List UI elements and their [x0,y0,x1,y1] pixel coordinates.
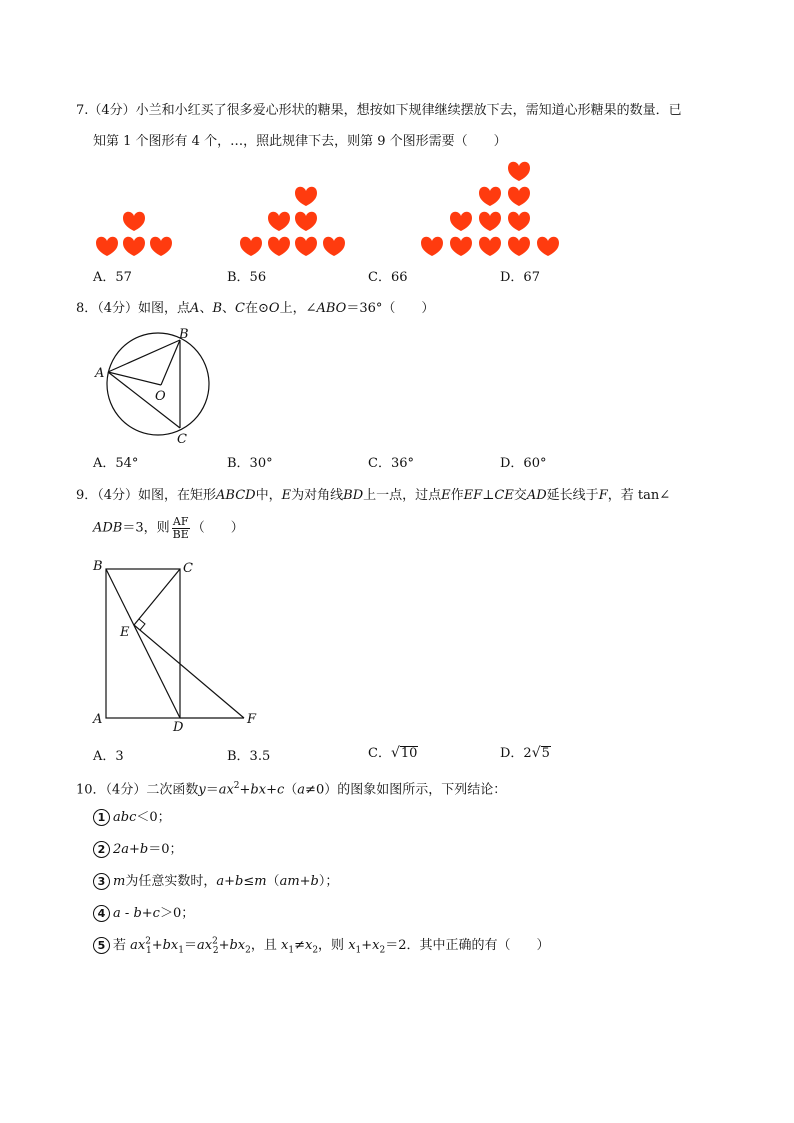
q9-right-angle-mark [139,619,145,630]
heart-candy-icon [295,237,317,256]
heart-candy-icon [508,162,530,181]
q8-option-b[interactable]: B．30° [227,456,273,471]
q10-stem: 10．（4分）二次函数$y=ax^2+bx+c(a\ne 0)$的图象如图所示，下列结论： [76,781,507,798]
q10-conclusion-1: 1 abc＜0； [93,809,171,826]
heart-candy-icon [479,237,501,256]
q9-option-a[interactable]: A．3 [93,749,124,764]
q9-label-e: E [120,625,130,640]
q9-label-b: B [93,559,103,574]
q9-diagonal-bd [106,569,180,718]
q10-conclusion-2: 2 2a+b＝0； [93,841,183,858]
q9-option-b[interactable]: B．3.5 [227,749,271,764]
heart-candy-icon [123,237,145,256]
heart-candy-icon [450,237,472,256]
heart-candy-icon [508,187,530,206]
q9-label-f: F [247,712,257,727]
q7-option-d[interactable]: D．67 [500,270,540,285]
q8-stem: 8．（4分）如图，点A、B、C在⊙O上，∠ABO＝36°（ ） [76,301,435,316]
heart-candy-icon [123,212,145,231]
q9-stem-line1: 9．（4分）如图，在矩形ABCD中，E为对角线BD上一点，过点E作EF⊥CE交AD延长线于F，若 tan∠ [76,488,671,503]
heart-candy-icon [268,237,290,256]
heart-candy-icon [323,237,345,256]
heart-candy-icon [268,212,290,231]
q7-option-b[interactable]: B．56 [227,270,267,285]
heart-candy-icon [479,212,501,231]
q7-option-a[interactable]: A．57 [93,270,132,285]
heart-candy-icon [295,212,317,231]
q7-stem-line1: 7.（4分）小兰和小红买了很多爱心形状的糖果，想按如下规律继续摆放下去，需知道心形糖果的数量．已 [76,103,682,118]
q9-segment-ce [134,569,180,625]
q9-segment-ef [134,625,244,718]
heart-candy-icon [421,237,443,256]
q10-conclusion-4: 4 a - b+c＞0； [93,905,194,922]
q9-rectangle-figure [88,555,268,735]
q9-label-a: A [93,712,103,727]
heart-candy-icon [150,237,172,256]
heart-candy-icon [240,237,262,256]
q7-hearts-figure [90,155,570,263]
q8-label-o: O [155,389,166,404]
heart-candy-icon [508,212,530,231]
q8-label-b: B [179,327,189,342]
heart-candy-icon [537,237,559,256]
q9-stem-line2: ADB＝3，则 $\frac{AF}{BE}$ （ ） [93,515,244,541]
heart-candy-icon [96,237,118,256]
q7-hearts [96,162,559,256]
q9-fraction: $\frac{AF}{BE}$ [172,515,189,541]
q8-option-a[interactable]: A．54° [93,456,139,471]
heart-candy-icon [508,237,530,256]
q9-label-d: D [173,720,184,735]
heart-candy-icon [295,187,317,206]
q10-conclusion-5: 5 若 $ax^2_1+bx_1=ax^2_2+bx_2$，且 $x_1\ne x_2$，则 $x_1+x_2=2$．其中正确的有（ ） [93,937,550,956]
heart-candy-icon [450,212,472,231]
q8-circle-figure [88,322,228,448]
q7-option-c[interactable]: C．66 [368,270,408,285]
q8-label-a: A [95,366,105,381]
q7-stem-line2: 知第 1 个图形有 4 个，…，照此规律下去，则第 9 个图形需要（ ） [93,134,507,149]
q9-option-d[interactable]: D．2√5 [500,745,550,761]
q8-option-d[interactable]: D．60° [500,456,547,471]
q9-label-c: C [183,561,193,576]
q8-segment-ab [108,340,180,372]
q10-conclusion-3: 3 m为任意实数时，a+b≤m（am+b）； [93,873,338,890]
q8-option-c[interactable]: C．36° [368,456,414,471]
q9-option-c[interactable]: C．√10 [368,745,418,761]
heart-candy-icon [479,187,501,206]
q8-label-c: C [177,432,187,447]
